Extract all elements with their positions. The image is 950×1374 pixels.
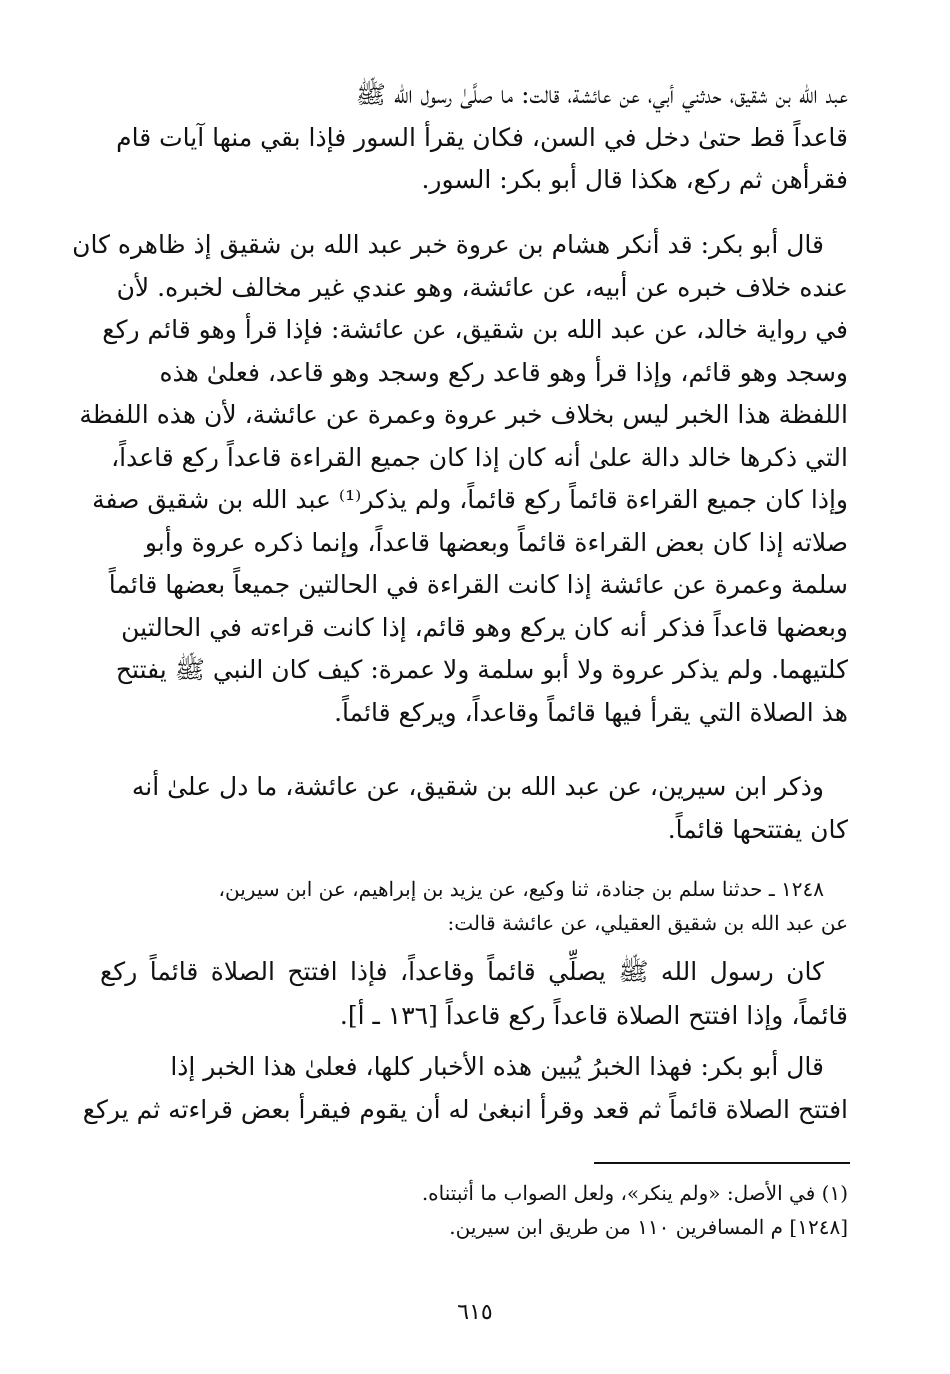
text-line: صلاته إذا كان بعض القراءة قائماً وبعضها قاعداً، وإنما ذكره عروة وأبو — [144, 527, 848, 557]
text-line: التي ذكرها خالد دالة علىٰ أنه كان إذا كان جميع القراءة قاعداً ركع قاعداً، — [111, 442, 848, 472]
paragraph-3 — [100, 766, 848, 851]
text-line: قائماً، وإذا افتتح الصلاة قاعداً ركع قاعداً [١٣٦ ـ أ]. — [339, 1001, 848, 1030]
paragraph-1 — [100, 74, 848, 202]
text-line: وإذا كان جميع القراءة قائماً ركع قائماً، ولم يذكر⁽¹⁾ عبد الله بن شقيق صفة — [92, 485, 848, 514]
text-line: فقرأهن ثم ركع، هكذا قال أبو بكر: السور. — [421, 165, 848, 194]
text-line: اللفظة هذا الخبر ليس بخلاف خبر عروة وعمرة عن عائشة، لأن هذه اللفظة — [79, 400, 848, 429]
text-line: عن عبد الله بن شقيق العقيلي، عن عائشة قالت: — [447, 911, 848, 935]
footnote-divider — [594, 1162, 850, 1164]
paragraph-2 — [72, 224, 848, 734]
footnotes — [100, 1176, 848, 1244]
text-line: قاعداً قط حتىٰ دخل في السن، فكان يقرأ السور فإذا بقي منها آيات قام — [116, 122, 848, 152]
text-line: في رواية خالد، عن عبد الله بن شقيق، عن عائشة: فإذا قرأ وهو قائم ركع — [102, 315, 848, 344]
footnote-line: (١) في الأصل: «ولم ينكر»، ولعل الصواب ما أثبتناه. — [421, 1181, 848, 1205]
footnote-line: [١٢٤٨] م المسافرين ١١٠ من طريق ابن سيرين. — [449, 1215, 848, 1239]
text-line: عبد الله بن شقيق، حدثني أبي، عن عائشة، قالت: ما صلَّىٰ رسول الله ﷺ — [355, 80, 848, 109]
text-line: ١٢٤٨ ـ حدثنا سلم بن جنادة، ثنا وكيع، عن يزيد بن إبراهيم، عن ابن سيرين، — [218, 877, 824, 901]
text-line: كان يفتتحها قائماً. — [667, 814, 848, 844]
text-line: وبعضها قاعداً فذكر أنه كان يركع وهو قائم، إذا كانت قراءته في الحالتين — [121, 612, 848, 642]
text-line: قال أبو بكر: فهذا الخبرُ يُبين هذه الأخبار كلها، فعلىٰ هذا الخبر إذا — [170, 1052, 824, 1081]
text-line: سلمة وعمرة عن عائشة إذا كانت القراءة في الحالتين جميعاً بعضها قائماً — [108, 570, 848, 599]
text-line: كان رسول الله ﷺ يصلِّي قائماً وقاعداً، فإذا افتتح الصلاة قائماً ركع — [100, 957, 824, 986]
hadith-isnad — [100, 872, 848, 940]
page-number: ٦١٥ — [457, 1300, 493, 1325]
text-line: هذ الصلاة التي يقرأ فيها قائماً وقاعداً، ويركع قائماً. — [334, 697, 848, 727]
text-line: عنده خلاف خبره عن أبيه، عن عائشة، وهو عندي غير مخالف لخبره. لأن — [116, 272, 848, 302]
hadith-matn — [100, 950, 848, 1038]
text-line: وسجد وهو قائم، وإذا قرأ وهو قاعد ركع وسجد وهو قاعد، فعلىٰ هذه — [159, 357, 848, 387]
text-line: كلتيهما. ولم يذكر عروة ولا أبو سلمة ولا عمرة: كيف كان النبي ﷺ يفتتح — [115, 655, 848, 684]
paragraph-final — [82, 1046, 848, 1131]
text-line: قال أبو بكر: قد أنكر هشام بن عروة خبر عبد الله بن شقيق إذ ظاهره كان — [72, 230, 824, 259]
text-line: وذكر ابن سيرين، عن عبد الله بن شقيق، عن عائشة، ما دل علىٰ أنه — [131, 772, 824, 801]
text-line: افتتح الصلاة قائماً ثم قعد وقرأ انبغىٰ له أن يقوم فيقرأ بعض قراءته ثم يركع — [82, 1094, 848, 1124]
